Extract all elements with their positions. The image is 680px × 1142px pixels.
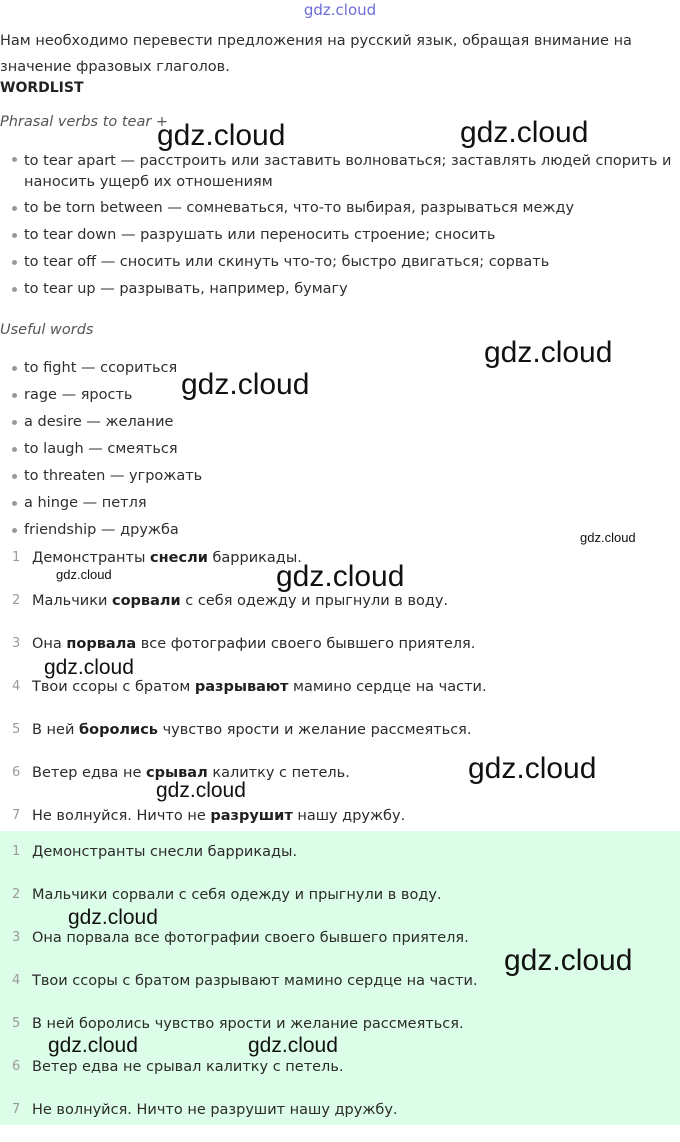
useful-words-list (0, 355, 680, 544)
bullet-icon (12, 420, 17, 425)
sentence-item: 1 Демонстранты снесли баррикады. (12, 550, 302, 566)
answer-item: 3 Она порвала все фотографии своего бывшего приятеля. (12, 930, 469, 946)
watermark: gdz.cloud (56, 567, 112, 582)
useful-words-title: Useful words (0, 322, 94, 338)
watermark: gdz.cloud (580, 530, 636, 545)
bullet-icon (12, 260, 17, 265)
watermark: gdz.cloud (156, 779, 246, 802)
bullet-icon (12, 501, 17, 506)
answer-item: 2 Мальчики сорвали с себя одежду и прыгнули в воду. (12, 887, 442, 903)
list-item: to tear down — разрушать или переносить строение; сносить (0, 222, 680, 249)
answers-list (0, 841, 680, 1142)
bullet-icon (12, 206, 17, 211)
list-item: to be torn between — сомневаться, что-то выбирая, разрываться между (0, 195, 680, 222)
phrasal-verbs-title: Phrasal verbs to tear + (0, 114, 169, 130)
watermark: gdz.cloud (44, 656, 134, 679)
watermark: gdz.cloud (157, 119, 286, 152)
list-item: to tear off — сносить или скинуть что-то; быстро двигаться; сорвать (0, 249, 680, 276)
sentence-item: 4 Твои ссоры с братом разрывают мамино сердце на части. (12, 679, 487, 695)
watermark: gdz.cloud (460, 116, 589, 149)
watermark: gdz.cloud (68, 906, 158, 929)
top-watermark: gdz.cloud (303, 1, 377, 19)
answer-item: 1 Демонстранты снесли баррикады. (12, 844, 298, 860)
watermark: gdz.cloud (248, 1034, 338, 1057)
answer-item: 5 В ней боролись чувство ярости и желание рассмеяться. (12, 1016, 464, 1032)
list-item: to fight — ссориться (0, 355, 680, 382)
bullet-icon (12, 366, 17, 371)
watermark: gdz.cloud (468, 752, 597, 785)
watermark: gdz.cloud (504, 944, 633, 977)
bullet-icon (12, 474, 17, 479)
list-item: friendship — дружба (0, 517, 680, 544)
intro-text: Нам необходимо перевести предложения на русский язык, обращая внимание на значение фразовых глаголов. (0, 33, 632, 75)
bullet-icon (12, 393, 17, 398)
sentence-item: 2 Мальчики сорвали с себя одежду и прыгнули в воду. (12, 593, 449, 609)
bullet-icon (12, 157, 17, 162)
answer-item: 4 Твои ссоры с братом разрывают мамино сердце на части. (12, 973, 478, 989)
watermark: gdz.cloud (181, 368, 310, 401)
watermark: gdz.cloud (48, 1034, 138, 1057)
list-item: to threaten — угрожать (0, 463, 680, 490)
list-item: a desire — желание (0, 409, 680, 436)
sentence-item: 6 Ветер едва не срывал калитку с петель. (12, 765, 350, 781)
sentence-item: 7 Не волнуйся. Ничто не разрушит нашу дружбу. (12, 808, 406, 824)
phrasal-verbs-list (0, 148, 680, 303)
list-item: to laugh — смеяться (0, 436, 680, 463)
list-item: to tear up — разрывать, например, бумагу (0, 276, 680, 303)
bullet-icon (12, 447, 17, 452)
watermark: gdz.cloud (276, 560, 405, 593)
list-item: to tear apart — расстроить или заставить волноваться; заставлять людей спорить и наносить ущерб их отношениям (0, 148, 680, 195)
bullet-icon (12, 233, 17, 238)
sentence-item: 3 Она порвала все фотографии своего бывшего приятеля. (12, 636, 476, 652)
answer-item: 6 Ветер едва не срывал калитку с петель. (12, 1059, 344, 1075)
answer-item: 7 Не волнуйся. Ничто не разрушит нашу дружбу. (12, 1102, 398, 1118)
wordlist-heading: WORDLIST (0, 80, 84, 96)
bullet-icon (12, 287, 17, 292)
bullet-icon (12, 528, 17, 533)
watermark: gdz.cloud (484, 336, 613, 369)
list-item: rage — ярость (0, 382, 680, 409)
list-item: a hinge — петля (0, 490, 680, 517)
sentence-item: 5 В ней боролись чувство ярости и желание рассмеяться. (12, 722, 472, 738)
